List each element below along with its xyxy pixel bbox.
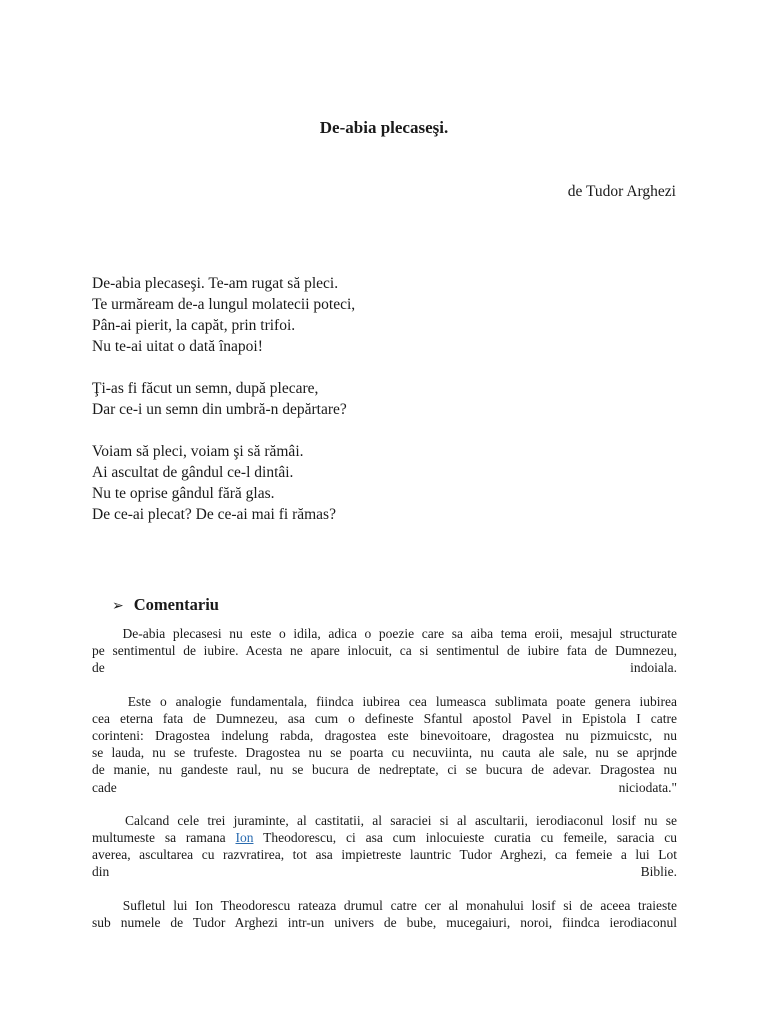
stanza-break	[92, 420, 355, 441]
paragraph-line: pe sentimentul de iubire. Acesta ne apare inlocuit, ca si sentimentul de iubire fata de Dumnezeu,	[92, 643, 677, 659]
paragraph-line: corinteni: Dragostea indelung rabda, dragostea este binevoitoare, dragostea nu pizmuicstc, nu	[92, 728, 677, 744]
commentary-body	[92, 625, 677, 947]
commentary-paragraph	[92, 812, 677, 881]
poem-body	[92, 273, 355, 525]
paragraph-line: Sufletul lui Ion Theodorescu rateaza drumul catre cer al monahului losif si de aceea traieste	[92, 897, 677, 913]
poem-title: De-abia plecaseşi.	[319, 118, 449, 137]
paragraph-line: cea eterna fata de Dumnezeu, asa cum o defineste Sfantul apostol Pavel in Epistola I catre	[92, 710, 677, 726]
paragraph-line: de indoiala.	[92, 660, 677, 676]
commentary-paragraph	[92, 897, 677, 931]
poem-line: De ce-ai plecat? De ce-ai mai fi rămas?	[92, 506, 336, 523]
paragraph-line: De-abia plecasesi nu este o idila, adica o poezie care sa aiba tema eroii, mesajul structurate	[92, 626, 677, 641]
paragraph-line: se lauda, nu se trufeste. Dragostea nu se poarta cu necuviinta, nu cauta ale sale, nu se aprjnde	[92, 745, 677, 761]
paragraph-line: sub numele de Tudor Arghezi intr-un univers de bube, mucegaiuri, noroi, fiindca ierodiaconul	[92, 914, 677, 930]
poem-line: Voiam să pleci, voiam şi să rămâi.	[92, 443, 304, 460]
section-heading	[112, 595, 219, 615]
paragraph-line: multumeste sa ramana Ion Theodorescu, ci asa cum inlocuieste curatia cu femeile, saracia cu	[92, 830, 677, 846]
poem-line: Dar ce-i un semn din umbră-n depărtare?	[92, 401, 347, 418]
paragraph-line: Este o analogie fundamentala, fiindca iubirea cea lumeasca sublimata poate genera iubirea	[92, 693, 677, 709]
poem-line: Te urmăream de-a lungul molatecii poteci,	[92, 296, 356, 313]
paragraph-line: cade niciodata."	[92, 779, 677, 795]
poem-line: Ţi-as fi făcut un semn, după plecare,	[92, 380, 319, 397]
poem-line: Nu te oprise gândul fără glas.	[92, 485, 275, 502]
ion-link[interactable]: Ion	[235, 830, 254, 846]
poem-line: Ai ascultat de gândul ce-l dintâi.	[92, 464, 294, 481]
poem-line: De-abia plecaseşi. Te-am rugat să pleci.	[92, 275, 339, 292]
paragraph-line: Calcand cele trei juraminte, al castitatii, al saraciei si al ascultarii, ierodiaconul losif nu se	[92, 812, 677, 828]
section-heading-text: Comentariu	[133, 595, 219, 614]
poem-author: de Tudor Arghezi	[567, 183, 676, 200]
commentary-paragraph	[92, 625, 677, 677]
paragraph-line: din Biblie.	[92, 864, 677, 880]
paragraph-line: de manie, nu gandeste raul, nu se bucura de nedreptate, ci se bucura de adevar. Dragostea nu	[92, 762, 677, 778]
commentary-paragraph	[92, 693, 677, 796]
poem-line: Pân-ai pierit, la capăt, prin trifoi.	[92, 317, 296, 334]
stanza-break	[92, 357, 355, 378]
poem-line: Nu te-ai uitat o dată înapoi!	[92, 338, 263, 355]
paragraph-line: averea, ascultarea cu razvratirea, tot asa impietreste launtric Tudor Arghezi, ca femeie a lui Lot	[92, 847, 677, 863]
arrow-bullet-icon: ➢	[112, 598, 124, 614]
